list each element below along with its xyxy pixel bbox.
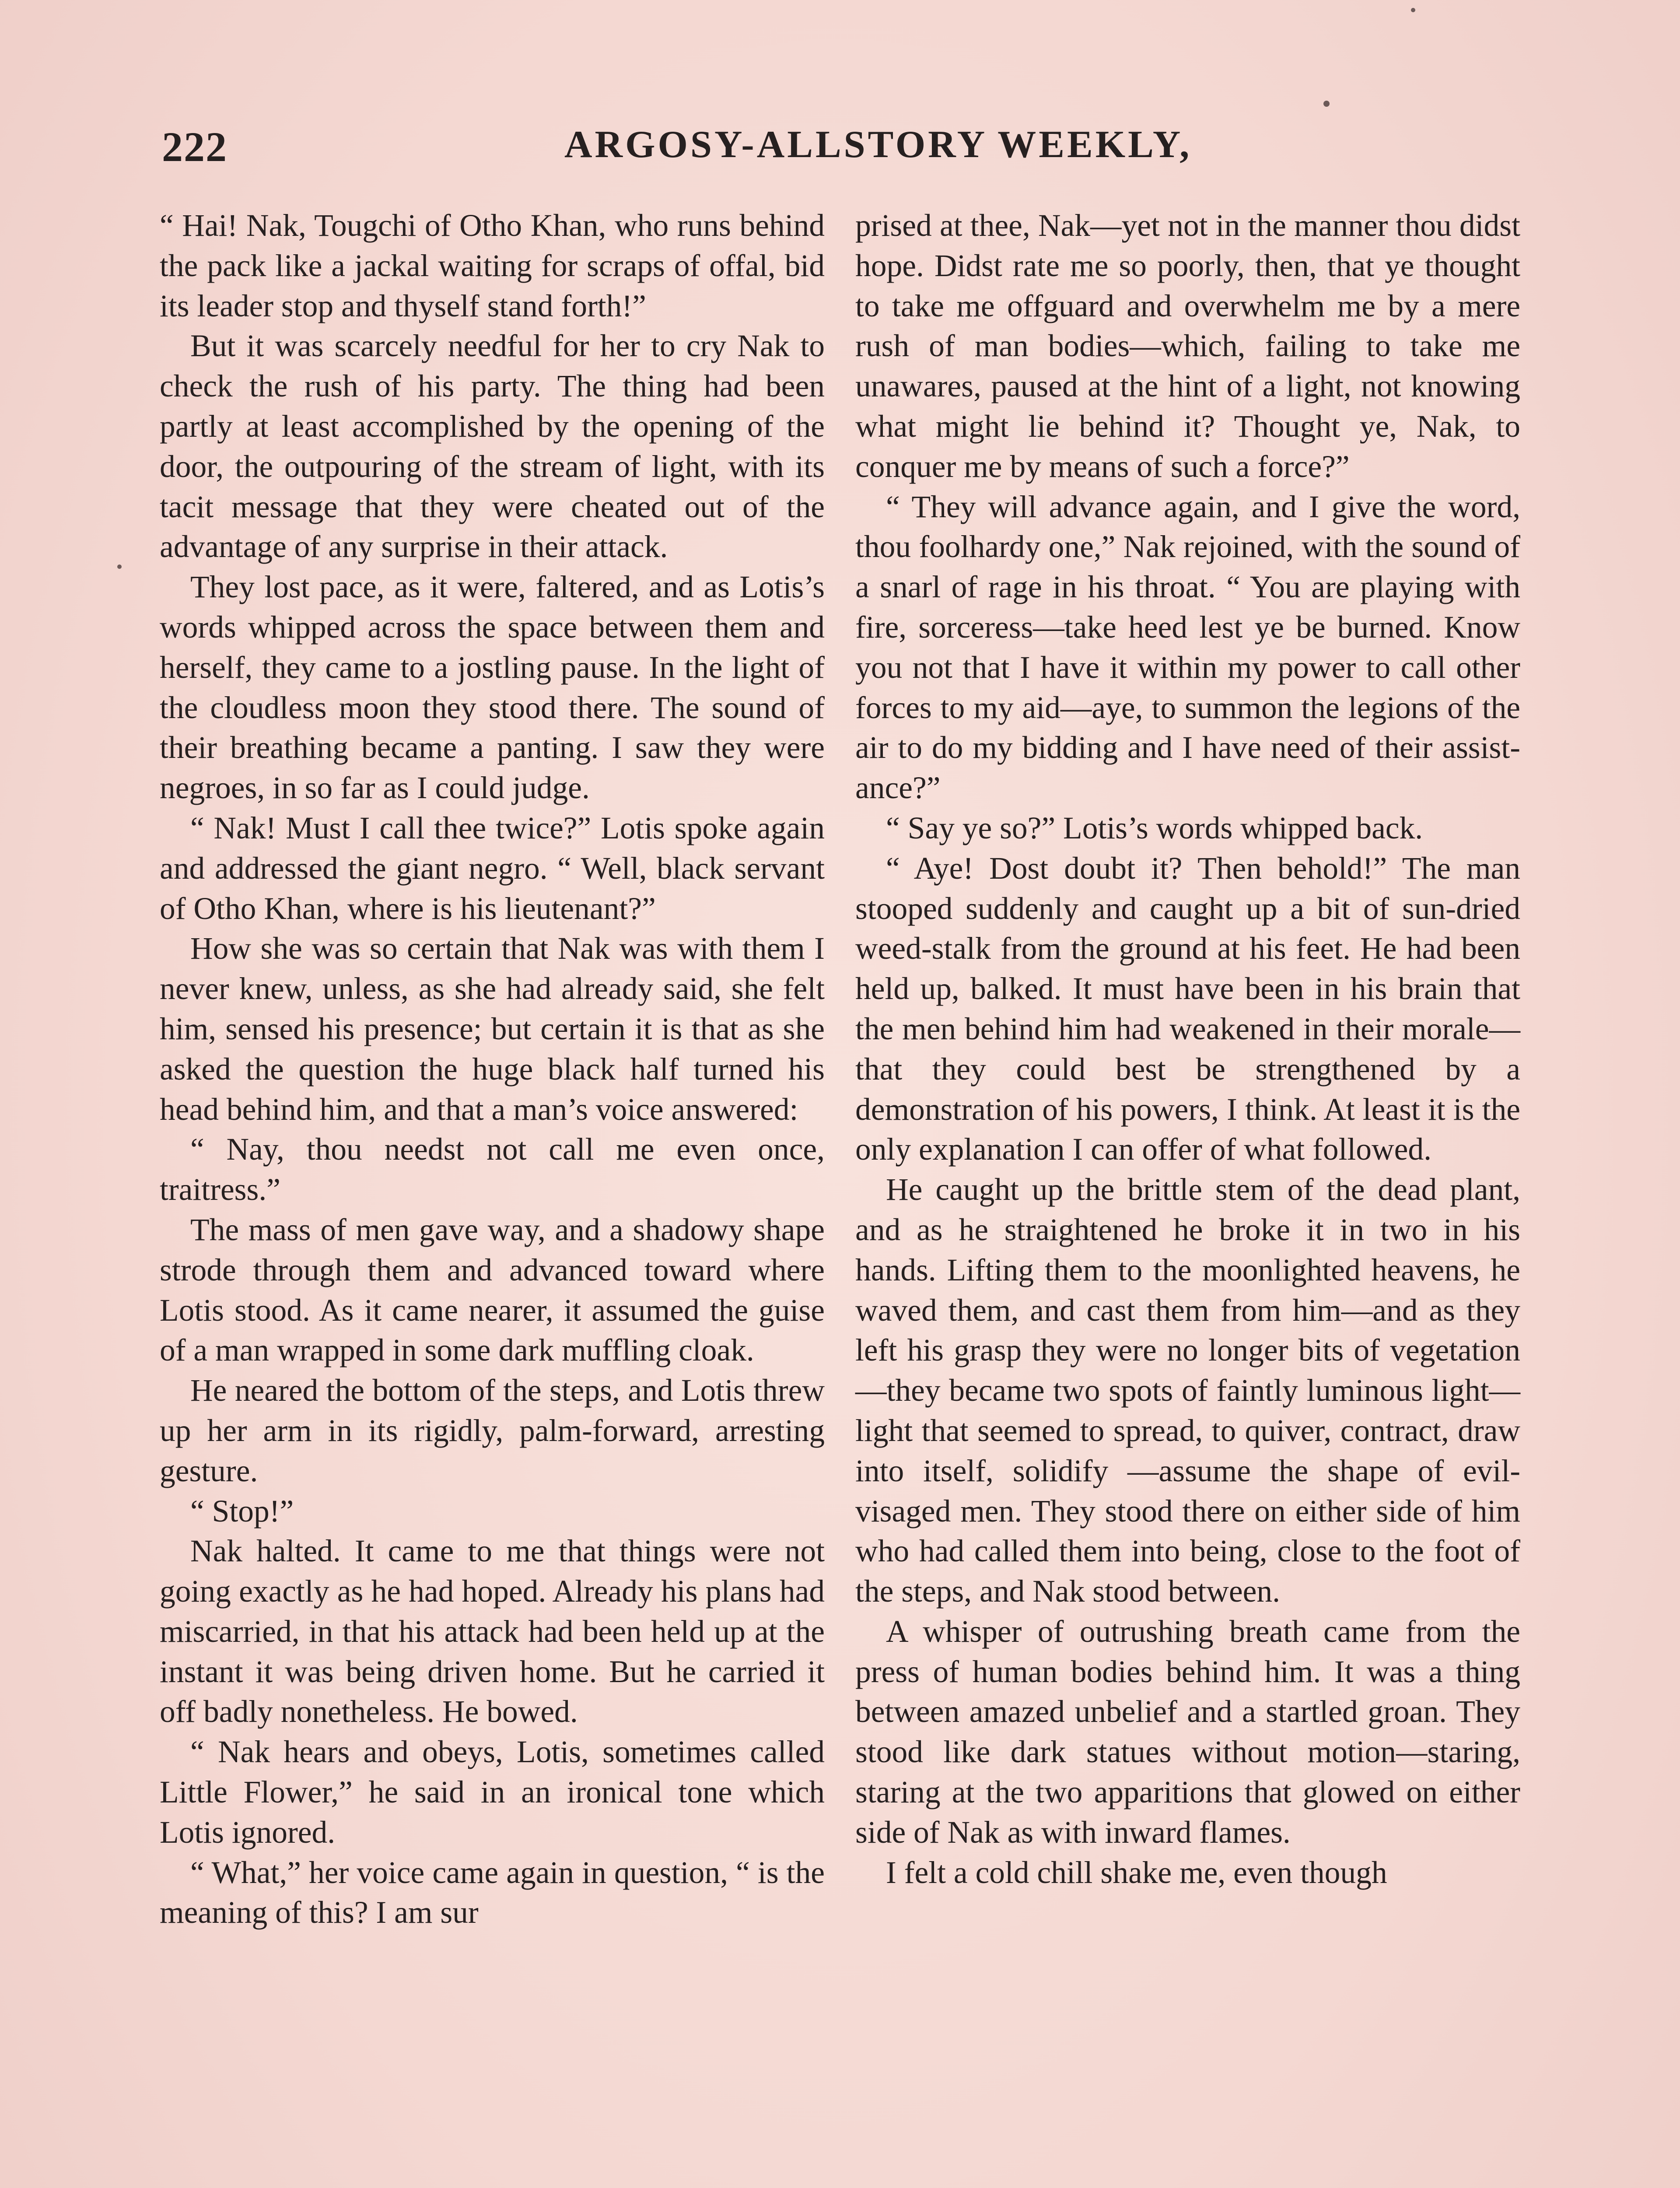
- paragraph: “ Hai! Nak, Tougchi of Otho Khan, who runs behind the pack like a jackal waiting for scraps of offal, bid its leader stop and thyself stand forth!”: [160, 208, 825, 323]
- paragraph: A whisper of outrushing breath came from the press of human bodies behind him. It was a thing between amazed unbelief and a startled groan. They stood like dark statues without motion—staring, staring at the two apparitions that glowed on either side of Nak as with inward flames.: [855, 1614, 1520, 1850]
- left-column: [160, 206, 825, 1933]
- paragraph: “ Stop!”: [190, 1494, 294, 1529]
- paragraph: “ Say ye so?” Lotis’s words whipped back.: [886, 810, 1423, 845]
- paragraph: How she was so certain that Nak was with them I never knew, unless, as she had already said, she felt him, sensed his presence; but certain it is that as she asked the question the huge black half turned his head behind him, and that a man’s voice answered:: [160, 931, 825, 1127]
- paragraph: The mass of men gave way, and a shadowy shape strode through them and advanced toward where Lotis stood. As it came nearer, it assumed the guise of a man wrapped in some dark muffling cloak.: [160, 1212, 825, 1368]
- paragraph: Nak halted. It came to me that things were not going exactly as he had hoped. Already his plans had miscarried, in that his attack had been held up at the instant it was being driven home. But he carried it off badly nonetheless. He bowed.: [160, 1534, 825, 1729]
- paragraph: But it was scarcely needful for her to cry Nak to check the rush of his party. The thing had been partly at least accomplished by the opening of the door, the outpouring of the stream of light, with its tacit message that they were cheated out of the advantage of any surprise in their attack.: [160, 329, 825, 565]
- paragraph: They lost pace, as it were, faltered, and as Lotis’s words whipped across the space between them and herself, they came to a jostling pause. In the light of the cloudless moon they stood there. The sound of their breathing became a panting. I saw they were negroes, in so far as I could judge.: [160, 570, 825, 806]
- paragraph: “ What,” her voice came again in question, “ is the meaning of this? I am sur: [160, 1855, 825, 1930]
- running-title: ARGOSY-ALLSTORY WEEKLY,: [564, 123, 1192, 166]
- page-number: 222: [162, 123, 228, 170]
- paragraph: I felt a cold chill shake me, even though: [886, 1855, 1387, 1890]
- paper-speck: [1323, 101, 1330, 107]
- paragraph: “ Nak! Must I call thee twice?” Lotis spoke again and addressed the giant negro. “ Well, black servant of Otho Khan, where is his lieutenant?”: [160, 810, 825, 926]
- page-header: [162, 123, 1518, 179]
- paragraph: He neared the bottom of the steps, and Lotis threw up her arm in its rigidly, palm-forward, arresting gesture.: [160, 1373, 825, 1488]
- paragraph: He caught up the brittle stem of the dead plant, and as he straightened he broke it in two in his hands. Lifting them to the moonlighted heavens, he waved them, and cast them from him—and as they left his grasp they were no longer bits of vegetation—they became two spots of faintly luminous light—light that seemed to spread, to quiver, contract, draw into itself, solidify —assume the shape of evil-visaged men. They stood there on either side of him who had called them into being, close to the foot of the steps, and Nak stood between.: [855, 1172, 1520, 1609]
- paper-speck: [1411, 8, 1415, 12]
- paragraph: “ Nay, thou needst not call me even once, traitress.”: [160, 1132, 825, 1207]
- paragraph: prised at thee, Nak—yet not in the manner thou didst hope. Didst rate me so poorly, then, that ye thought to take me offguard and overwhelm me by a mere rush of man bodies—which, failing to take me unawares, paused at the hint of a light, not knowing what might lie behind it? Thought ye, Nak, to conquer me by means of such a force?”: [855, 208, 1520, 484]
- paper-speck: [117, 565, 122, 569]
- paragraph: “ Nak hears and obeys, Lotis, sometimes called Little Flower,” he said in an ironical tone which Lotis ignored.: [160, 1735, 825, 1850]
- paragraph: “ They will advance again, and I give the word, thou foolhardy one,” Nak rejoined, with the sound of a snarl of rage in his throat. “ You are playing with fire, sorceress—take heed lest ye be burned. Know you not that I have it within my power to call other forces to my aid—aye, to summon the legions of the air to do my bidding and I have need of their assistance?”: [855, 489, 1520, 806]
- paragraph: “ Aye! Dost doubt it? Then behold!” The man stooped suddenly and caught up a bit of sun-dried weed-stalk from the ground at his feet. He had been held up, balked. It must have been in his brain that the men behind him had weakened in their morale—that they could best be strengthened by a demonstration of his powers, I think. At least it is the only explanation I can offer of what followed.: [855, 851, 1520, 1167]
- right-column: [855, 206, 1520, 1893]
